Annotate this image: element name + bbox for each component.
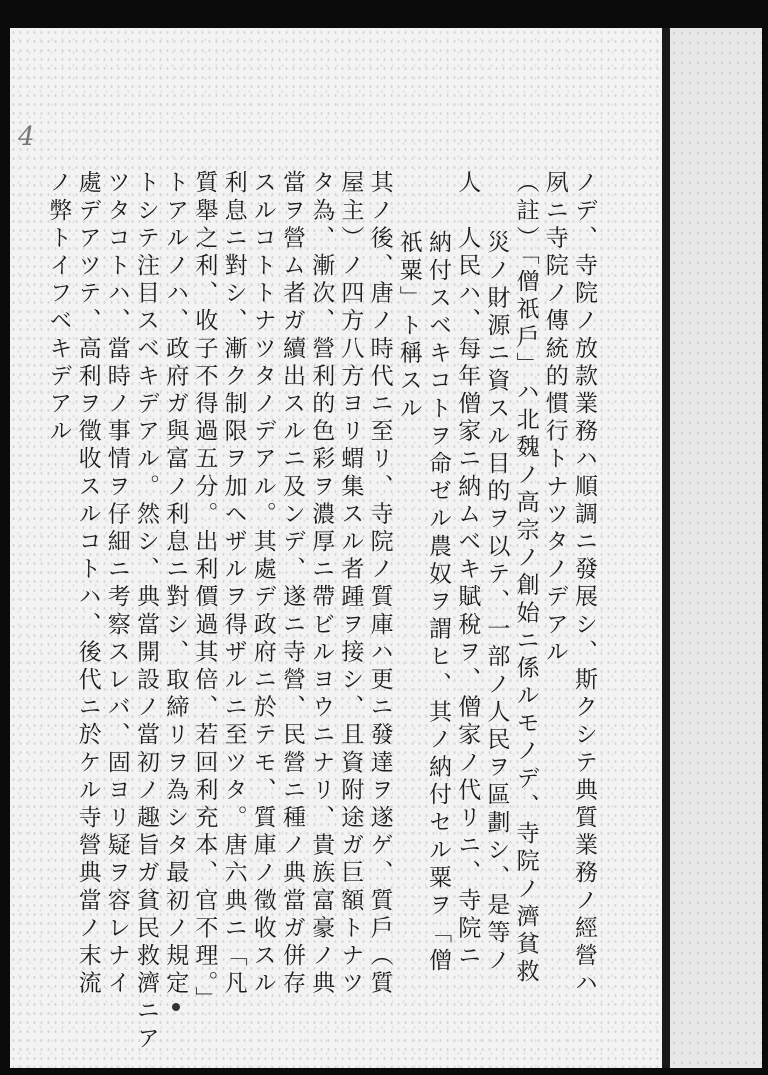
text-column: 納付スベキコトヲ命ゼル農奴ヲ謂ヒ、其ノ納付セル粟ヲ「僧 [425,230,451,976]
text-column: 屋主）ノ四方八方ヨリ蝟集スル者踵ヲ接シ、且資附途ガ巨額トナツ [337,170,364,998]
text-column: （註）「僧祇戶」ハ北魏ノ高宗ノ創始ニ係ルモノデ、寺院ノ濟貧救 [512,170,539,987]
text-column: 災ノ財源ニ資スル目的ヲ以テ、一部ノ人民ヲ區劃シ、是等ノ [483,230,510,976]
text-column: 質舉之利、收子不得過五分。出利價過其倍、若回利充本、官不理。」 [191,170,218,1015]
text-column: 夙ニ寺院ノ傳統的慣行トナツタノデアル [541,170,568,667]
text-column: 處デアツテ、高利ヲ徵收スルコトハ、後代ニ於ケル寺營典當ノ末流 [74,170,101,998]
text-column: ノデ、寺院ノ放款業務ハ順調ニ發展シ、斯クシテ典質業務ノ經營ハ [571,170,597,998]
text-column: 祇粟」ト稱スル [395,230,422,424]
facing-page-edge [670,28,762,1068]
text-column: トアルノハ、政府ガ與富ノ利息ニ對シ、取締リヲ為シタ最初ノ規定 [162,170,189,998]
text-column: 人 人民ハ、每年僧家ニ納ムベキ賦稅ヲ、僧家ノ代リニ、寺院ニ [454,170,481,971]
text-column: 其ノ後、唐ノ時代ニ至リ、寺院ノ質庫ハ更ニ發達ヲ遂ゲ、質戶（質 [366,170,393,998]
text-column: タ為、漸次、營利的色彩ヲ濃厚ニ帶ビルヨウニナリ、貴族富豪ノ典 [308,170,335,998]
ink-spot [172,1003,180,1011]
text-column: ツタコトハ、當時ノ事情ヲ仔細ニ考察スレバ、固ヨリ疑ヲ容レナイ [103,170,130,998]
page-gutter [662,28,670,1068]
page-number: 4 [18,122,35,152]
text-column: 利息ニ對シ、漸ク制限ヲ加ヘザルヲ得ザルニ至ツタ。唐六典ニ「凡 [220,170,247,998]
text-column: 當ヲ營ム者ガ續出スルニ及ンデ、遂ニ寺營、民營ニ種ノ典當ガ併存 [279,170,305,998]
text-column: スルコトトナツタノデアル。其處デ政府ニ於テモ、質庫ノ徵收スル [249,170,276,998]
text-column: ノ弊トイフベキデアル [45,170,72,446]
text-column: トシテ注目スベキデアル。然シ、典當開設ノ當初ノ趣旨ガ貧民救濟ニア [133,170,159,1054]
